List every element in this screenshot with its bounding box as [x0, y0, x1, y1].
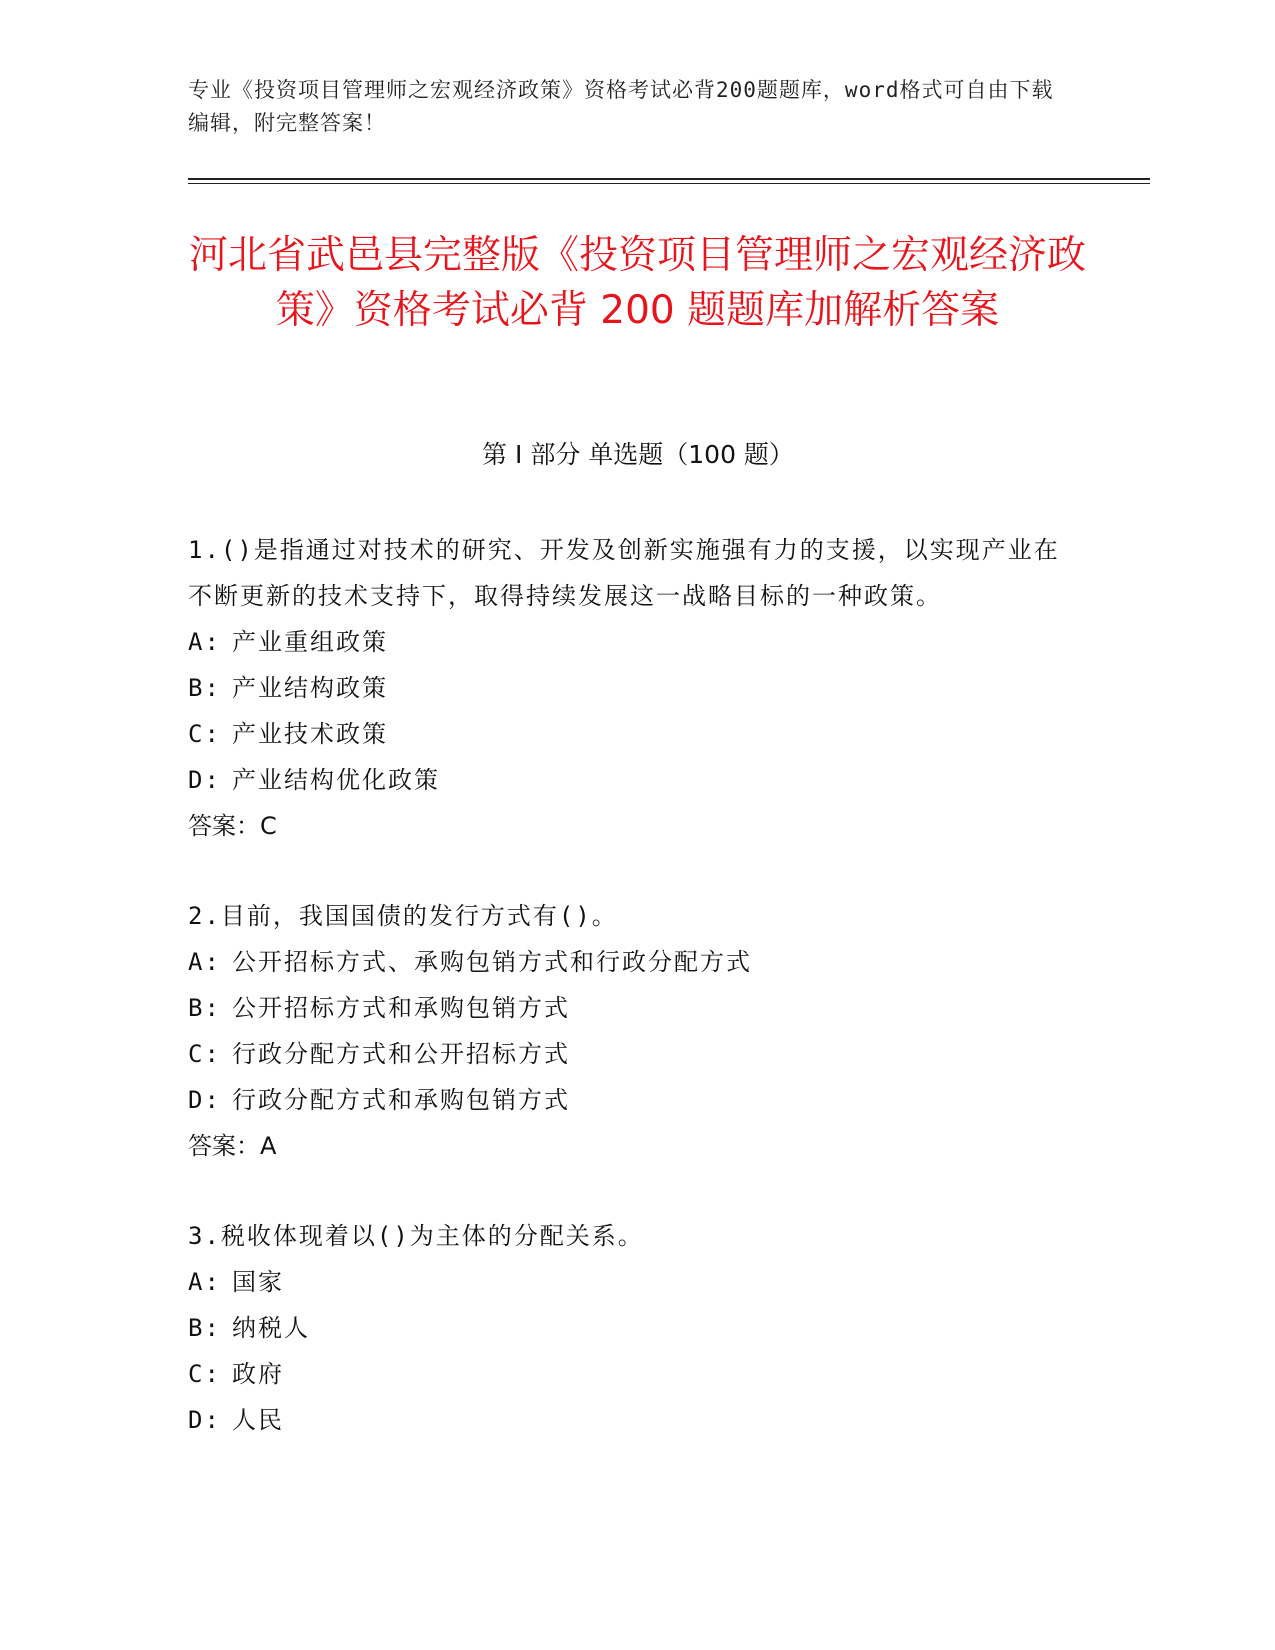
option-d	[188, 1077, 1068, 1123]
question-stem: 2.目前，我国国债的发行方式有()。	[188, 902, 618, 930]
option-key: B:	[188, 1314, 221, 1342]
answer: 答案：C	[188, 812, 277, 840]
option-text: 产业重组政策	[232, 628, 388, 656]
option-key: C:	[188, 720, 221, 748]
option-key: C:	[188, 1040, 221, 1068]
option-text: 行政分配方式和公开招标方式	[232, 1040, 570, 1068]
header-divider	[188, 178, 1150, 180]
answer: 答案：A	[188, 1132, 277, 1160]
question-stem: 1.()是指通过对技术的研究、开发及创新实施强有力的支援，以实现产业在不断更新的技术支持下，取得持续发展这一战略目标的一种政策。	[188, 536, 1060, 610]
option-key: D:	[188, 1406, 221, 1434]
question-1	[188, 527, 1068, 849]
option-key: A:	[188, 1268, 221, 1296]
option-b	[188, 1305, 1068, 1351]
question-list	[188, 527, 1068, 1487]
header-divider-thin	[188, 183, 1150, 184]
option-a	[188, 1259, 1068, 1305]
option-key: A:	[188, 628, 221, 656]
option-text: 公开招标方式、承购包销方式和行政分配方式	[232, 948, 752, 976]
option-key: B:	[188, 994, 221, 1022]
option-b	[188, 665, 1068, 711]
question-stem: 3.税收体现着以()为主体的分配关系。	[188, 1222, 644, 1250]
option-text: 政府	[232, 1360, 284, 1388]
option-text: 人民	[232, 1406, 284, 1434]
option-text: 产业结构优化政策	[232, 766, 440, 794]
option-text: 产业技术政策	[232, 720, 388, 748]
option-text: 行政分配方式和承购包销方式	[232, 1086, 570, 1114]
option-a	[188, 619, 1068, 665]
question-2	[188, 893, 1068, 1169]
option-text: 纳税人	[232, 1314, 310, 1342]
option-a	[188, 939, 1068, 985]
option-c	[188, 1351, 1068, 1397]
option-d	[188, 1397, 1068, 1443]
option-key: D:	[188, 766, 221, 794]
option-text: 公开招标方式和承购包销方式	[232, 994, 570, 1022]
option-key: A:	[188, 948, 221, 976]
option-text: 国家	[232, 1268, 284, 1296]
option-text: 产业结构政策	[232, 674, 388, 702]
question-3	[188, 1213, 1068, 1443]
option-key: B:	[188, 674, 221, 702]
option-c	[188, 711, 1068, 757]
option-d	[188, 757, 1068, 803]
option-b	[188, 985, 1068, 1031]
option-c	[188, 1031, 1068, 1077]
header-note: 专业《投资项目管理师之宏观经济政策》资格考试必背200题题库，word格式可自由下载编辑，附完整答案！	[188, 78, 1054, 135]
option-key: D:	[188, 1086, 221, 1114]
document-title: 河北省武邑县完整版《投资项目管理师之宏观经济政策》资格考试必背 200 题题库加解析答案	[188, 233, 1086, 333]
option-key: C:	[188, 1360, 221, 1388]
section-heading: 第 I 部分 单选题（100 题）	[482, 440, 794, 469]
